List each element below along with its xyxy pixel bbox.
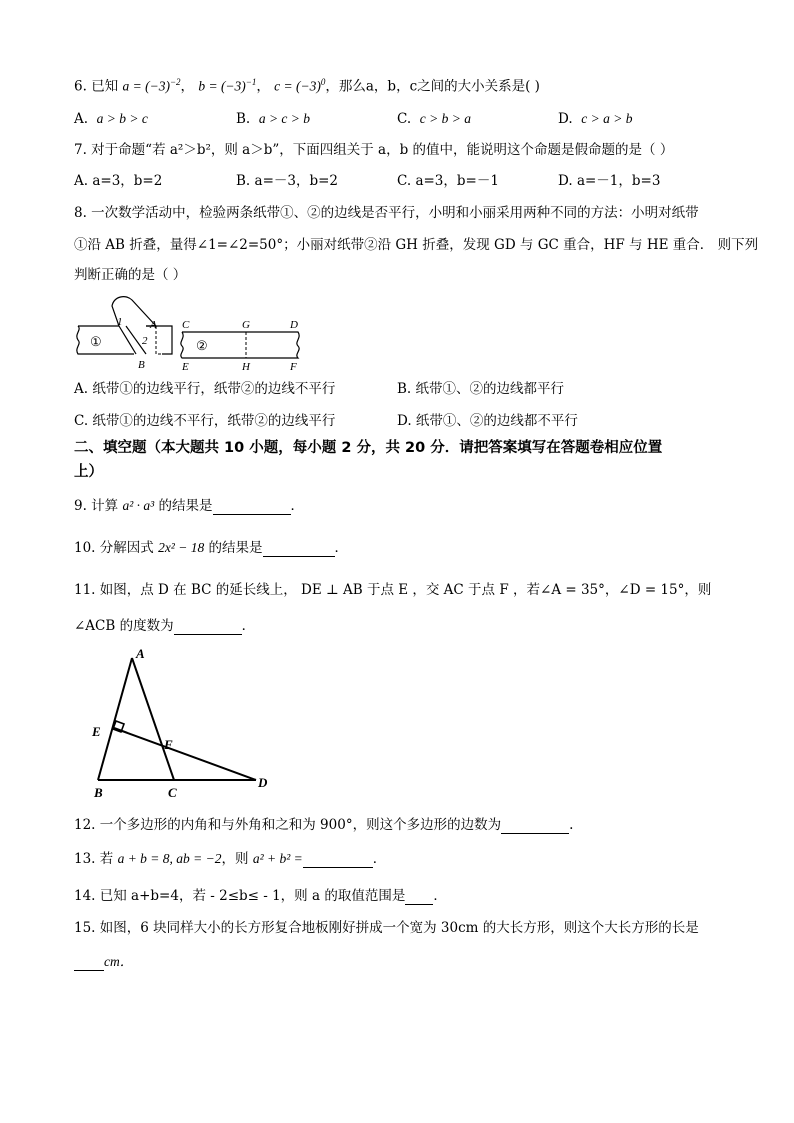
side-ab: [98, 658, 132, 780]
q8-paper-strips-figure: [74, 292, 314, 372]
q8-option-d: D. 纸带①、②的边线都不平行: [397, 413, 578, 429]
q11-stem-line2: ∠ACB 的度数为 ．: [74, 618, 256, 634]
q13-answer-blank: [303, 853, 373, 868]
q7-option-c: C. a=3，b=－1: [397, 173, 499, 189]
q6-option-c: C. c > b > a: [397, 111, 471, 127]
q6-option-d: D. c > a > b: [558, 111, 633, 127]
q13: 13. 若 a + b = 8, ab = −2，则 a² + b² = ．: [74, 851, 387, 867]
q7-option-b: B. a=－3，b=2: [236, 173, 339, 189]
q14-answer-blank: [405, 890, 433, 905]
q7-option-d: D. a=－1，b=3: [558, 173, 661, 189]
q14: 14. 已知 a+b=4，若 - 2≤b≤ - 1，则 a 的取值范围是 ．: [74, 888, 447, 904]
q15-stem-line2: cm．: [74, 953, 133, 971]
q11-answer-blank: [174, 620, 242, 635]
q8-stem-line2: ①沿 AB 折叠，量得∠1=∠2=50°；小丽对纸带②沿 GH 折叠，发现 GD 与 GC 重合，HF 与 HE 重合． 则下列: [74, 237, 759, 253]
q8-option-c: C. 纸带①的边线不平行，纸带②的边线平行: [74, 413, 336, 429]
q8-stem-line1: 8. 一次数学活动中，检验两条纸带①、②的边线是否平行，小明和小丽采用两种不同的方法：小明对纸带: [74, 205, 699, 221]
q9-answer-blank: [213, 500, 291, 515]
q15-answer-blank: [74, 956, 104, 971]
q6-option-a: A. a > b > c: [74, 111, 148, 127]
svg-text:C: C: [168, 785, 177, 800]
q8-option-b: B. 纸带①、②的边线都平行: [397, 381, 565, 397]
q10: 10. 分解因式 2x² − 18 的结果是 ．: [74, 540, 349, 556]
svg-text:B: B: [138, 359, 145, 371]
svg-text:E: E: [182, 361, 189, 372]
line-de: [114, 728, 256, 780]
section-2-heading-line1: 二、填空题（本大题共 10 小题，每小题 2 分，共 20 分．请把答案填写在答题卷相应位置: [74, 440, 663, 456]
svg-text:E: E: [92, 724, 101, 739]
q6-stem: 6. 已知 $a = (-3)^{-2}$， $b = (-3)^{-1}$， $c = (-3)^0$，那么a，b，c之间的大小关系是( ): [74, 77, 540, 95]
section-2-heading-line2: 上）: [74, 464, 103, 480]
svg-text:F: F: [164, 737, 173, 752]
q7-option-a: A. a=3，b=2: [74, 173, 163, 189]
svg-text:1: 1: [117, 316, 123, 328]
svg-text:2: 2: [142, 335, 148, 347]
svg-text:B: B: [94, 785, 103, 800]
svg-text:H: H: [242, 361, 250, 372]
svg-text:D: D: [258, 775, 268, 790]
q11-stem-line1: 11. 如图，点 D 在 BC 的延长线上， DE ⊥ AB 于点 E ，交 AC 于点 F ，若∠A = 35°，∠D = 15°，则: [74, 582, 712, 598]
side-ac: [132, 658, 174, 780]
svg-text:②: ②: [196, 338, 208, 353]
q12-answer-blank: [501, 819, 569, 834]
q8-stem-line3: 判断正确的是（ ）: [74, 267, 187, 283]
q9: 9. 计算 a² · a³ 的结果是 ．: [74, 498, 304, 514]
q6-option-b: B. a > c > b: [236, 111, 311, 127]
svg-text:D: D: [290, 319, 298, 331]
right-angle-marker: [113, 721, 124, 732]
svg-text:①: ①: [90, 334, 102, 349]
svg-text:G: G: [242, 319, 250, 331]
q15-stem-line1: 15. 如图，6 块同样大小的长方形复合地板刚好拼成一个宽为 30cm 的大长方形，则这个大长方形的长是: [74, 920, 699, 936]
svg-text:F: F: [290, 361, 297, 372]
svg-text:C: C: [182, 319, 190, 331]
q7-stem: 7. 对于命题“若 a²＞b²，则 a＞b”，下面四组关于 a，b 的值中，能说明这个命题是假命题的是（ ）: [74, 142, 674, 158]
q10-answer-blank: [263, 542, 335, 557]
q11-triangle-figure: [86, 640, 286, 800]
svg-text:A: A: [150, 319, 157, 331]
svg-text:A: A: [136, 646, 145, 661]
q8-option-a: A. 纸带①的边线平行，纸带②的边线不平行: [74, 381, 336, 397]
q12: 12. 一个多边形的内角和与外角和之和为 900°，则这个多边形的边数为 .: [74, 817, 574, 833]
